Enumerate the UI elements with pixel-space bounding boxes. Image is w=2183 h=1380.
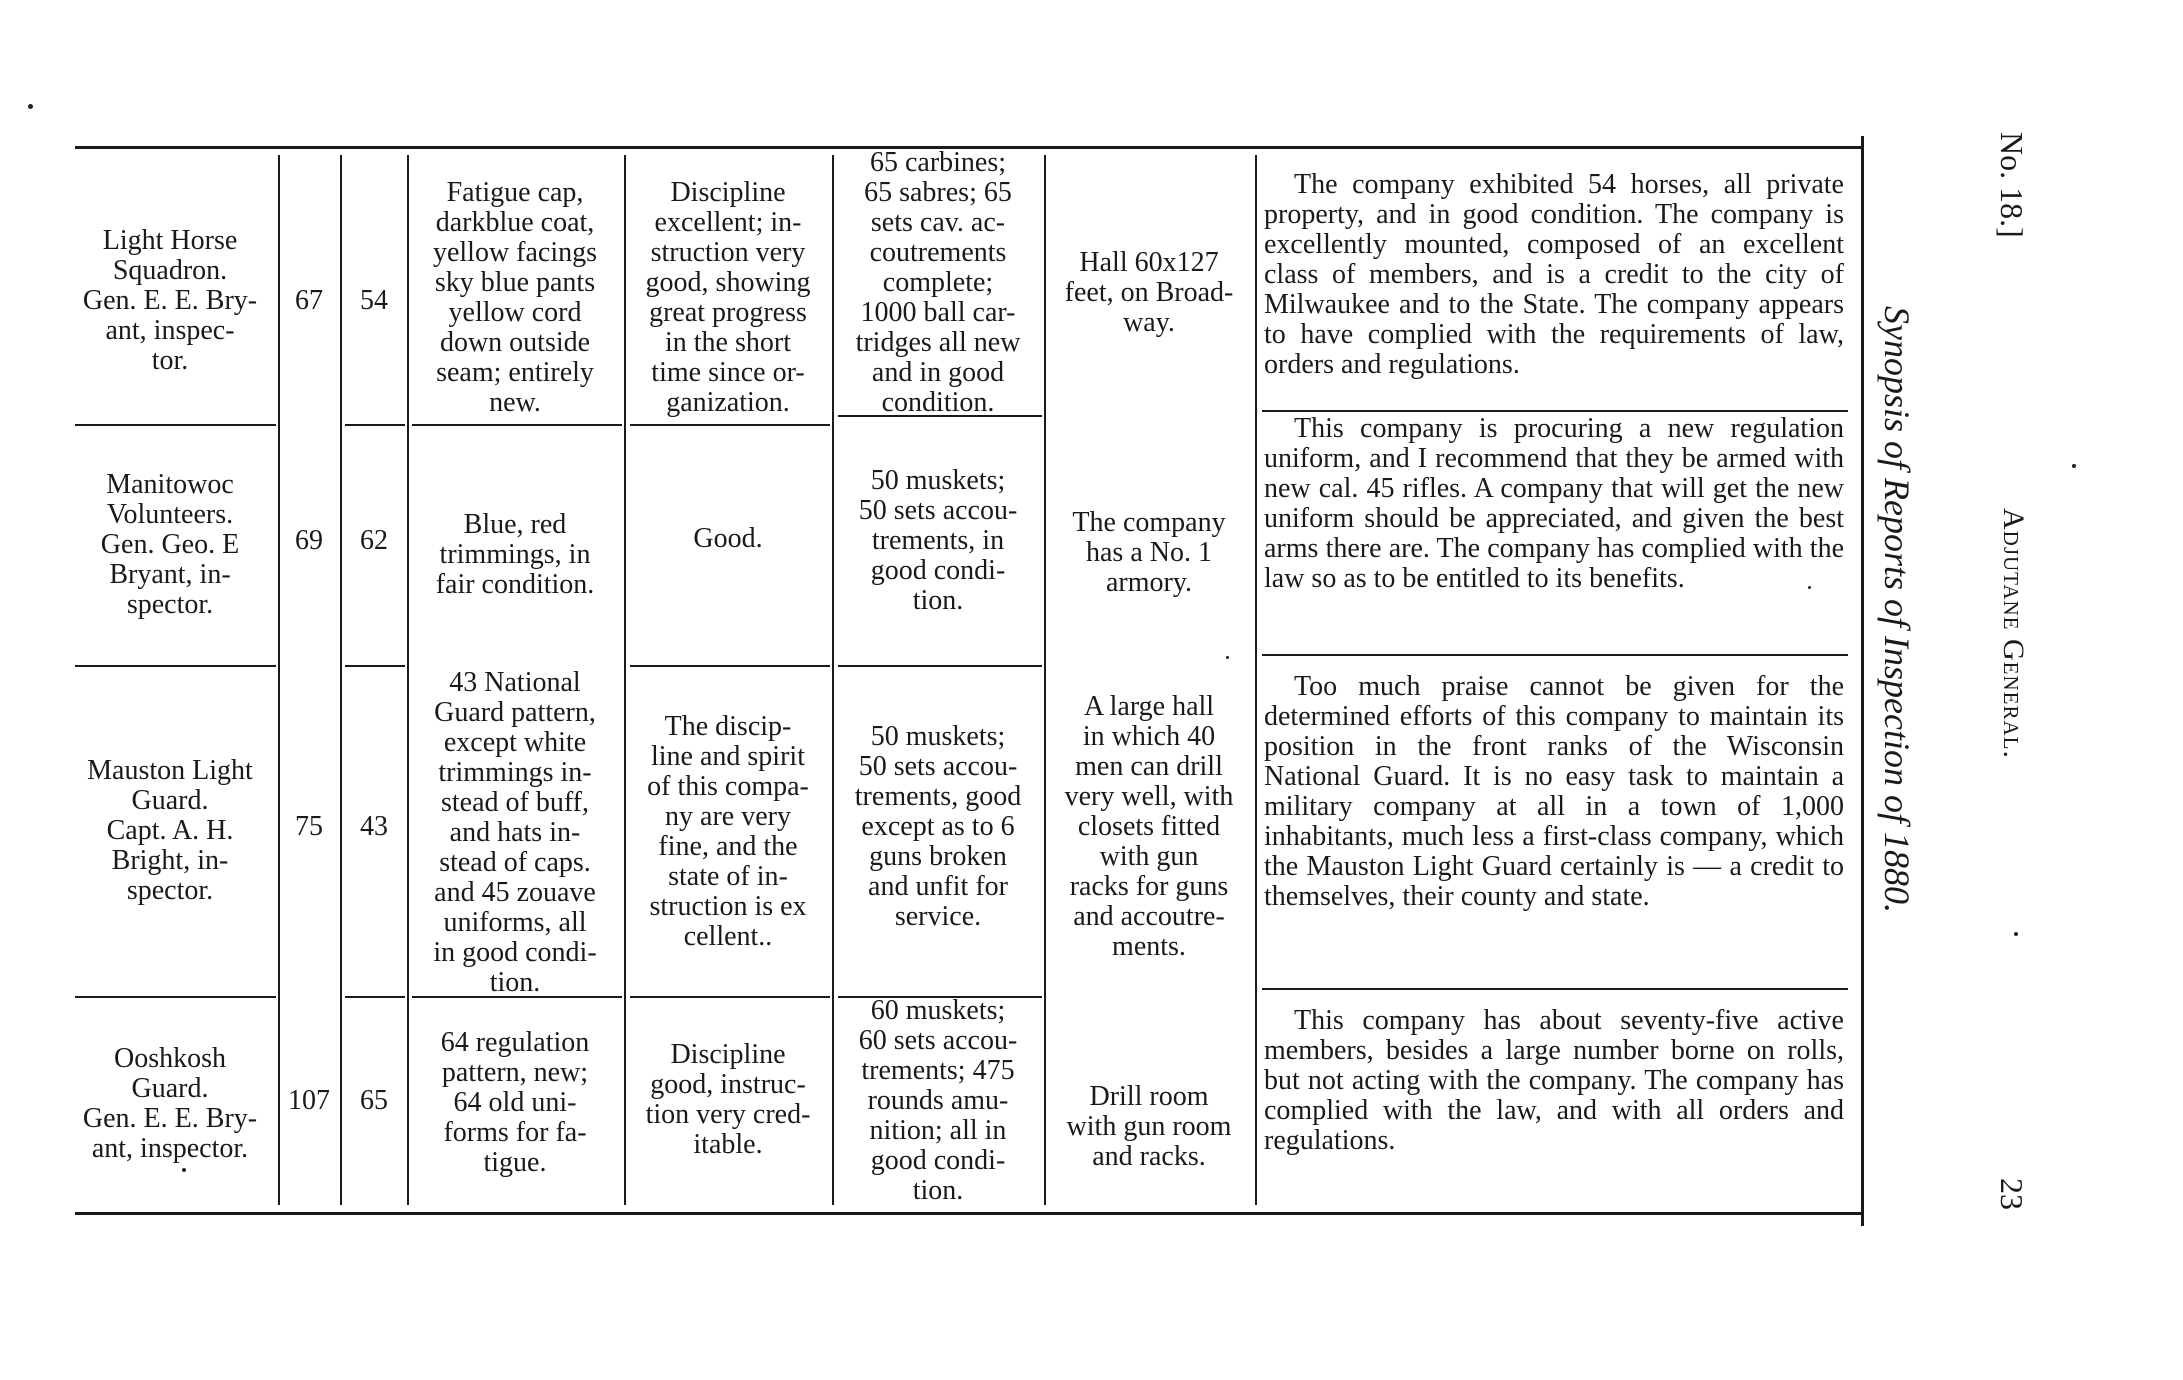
table-right-rule — [1861, 136, 1864, 1226]
discipline-cell: The discip- line and spirit of this compa- ny are very fine, and the state of in- struction is ex cellent.. — [647, 711, 809, 952]
row-divider — [630, 996, 830, 998]
remarks-cell: The company exhibited 54 horses, all private property, and in good condition. The company is excellently mounted, composed of an excellent class of members, and is a credit to the city of Milwaukee and to the State. The company appears to have complied with the requirements of law, orders and regulations. — [1264, 169, 1844, 380]
arms-cell: 60 muskets; 60 sets accou- trements; 475 rounds amu- nition; all in good condi- tion. — [858, 995, 1018, 1206]
discipline-cell: Discipline excellent; in- struction very good, showing great progress in the short time since or- ganization. — [645, 177, 811, 418]
row-divider — [1262, 988, 1848, 990]
row-divider — [630, 665, 830, 667]
scan-speck — [1808, 586, 1811, 589]
count-cell: 75 — [295, 811, 323, 842]
scan-speck — [182, 1168, 186, 1172]
column-divider — [407, 155, 409, 1205]
arms-cell: 50 muskets; 50 sets accou- trements, in good condi- tion. — [858, 465, 1018, 616]
arms-cell: 65 carbines; 65 sabres; 65 sets cav. ac- coutrements complete; 1000 ball car- tridges all new and in good condition. — [855, 147, 1021, 418]
remarks-cell: Too much praise cannot be given for the determined efforts of this company to maintain its position in the front ranks of the Wisconsin National Guard. It is no easy task to maintain a military company at all in a town of 1,000 inhabitants, much less a first-class company, which the Mauston Light Guard certainly is — a credit to themselves, their county and state. — [1264, 671, 1844, 912]
scan-speck — [2072, 464, 2076, 468]
count-cell: 69 — [295, 525, 323, 556]
row-divider — [838, 665, 1042, 667]
row-divider — [1262, 654, 1848, 656]
armory-cell: Drill room with gun room and racks. — [1066, 1081, 1232, 1172]
subtitle-rotated: Synopsis of Reports of Inspection of 1880. — [1877, 306, 1917, 913]
remarks-cell: This company has about seventy-five active members, besides a large number borne on rolls, but not acting with the company. The company has complied with the law, and with all orders and regulations. — [1264, 1005, 1844, 1156]
row-divider — [345, 996, 405, 998]
row-divider — [75, 665, 276, 667]
count-cell: 62 — [360, 525, 388, 556]
table-bottom-rule — [75, 1212, 1861, 1215]
uniform-cell: 64 regulation pattern, new; 64 old uni- forms for fa- tigue. — [440, 1027, 590, 1178]
uniform-cell: 43 National Guard pattern, except white trimmings in- stead of buff, and hats in- stead of caps. and 45 zouave uniforms, all in good condi- tion. — [433, 667, 597, 998]
row-divider — [345, 665, 405, 667]
scan-speck — [2014, 932, 2018, 936]
row-divider — [75, 424, 276, 426]
arms-cell: 50 muskets; 50 sets accou- trements, good except as to 6 guns broken and unfit for service. — [854, 721, 1022, 932]
uniform-cell: Fatigue cap, darkblue coat, yellow facings sky blue pants yellow cord down outside seam; entirely new. — [432, 177, 598, 418]
column-divider — [624, 155, 626, 1205]
row-divider — [345, 424, 405, 426]
company-name: Ooshkosh Guard. Gen. E. E. Bry- ant, inspector. — [82, 1043, 258, 1164]
count-cell: 67 — [295, 285, 323, 316]
report-title: Adjutane General. — [1997, 508, 2030, 759]
count-cell: 107 — [288, 1085, 330, 1116]
company-name: Mauston Light Guard. Capt. A. H. Bright, in- spector. — [87, 755, 253, 906]
company-name: Manitowoc Volunteers. Gen. Geo. E Bryant, in- spector. — [100, 469, 240, 620]
row-divider — [412, 424, 622, 426]
page-number: 23 — [1994, 1178, 2030, 1210]
remarks-cell: This company is procuring a new regulation uniform, and I recommend that they be armed with new cal. 45 rifles. A company that will get the new uniform should be appreciated, and given the best arms there are. The company has complied with the law so as to be entitled to its benefits. — [1264, 413, 1844, 594]
scan-speck — [1226, 656, 1229, 659]
count-cell: 43 — [360, 811, 388, 842]
column-divider — [832, 155, 834, 1205]
armory-cell: Hall 60x127 feet, on Broad- way. — [1064, 247, 1234, 338]
row-divider — [75, 996, 276, 998]
uniform-cell: Blue, red trimmings, in fair condition. — [435, 509, 595, 600]
discipline-cell: Good. — [693, 523, 763, 554]
armory-cell: A large hall in which 40 men can drill very well, with closets fitted with gun racks for guns and accoutre- ments. — [1064, 691, 1234, 962]
armory-cell: The company has a No. 1 armory. — [1072, 507, 1226, 598]
count-cell: 54 — [360, 285, 388, 316]
count-cell: 65 — [360, 1085, 388, 1116]
scan-speck — [28, 104, 33, 109]
row-divider — [630, 424, 830, 426]
discipline-cell: Discipline good, instruc- tion very cred- itable. — [645, 1039, 811, 1160]
company-name: Light Horse Squadron. Gen. E. E. Bry- ant, inspec- tor. — [82, 225, 258, 376]
report-number: No. 18.] — [1994, 132, 2030, 238]
row-divider — [1262, 410, 1848, 412]
column-divider — [1255, 155, 1257, 1205]
